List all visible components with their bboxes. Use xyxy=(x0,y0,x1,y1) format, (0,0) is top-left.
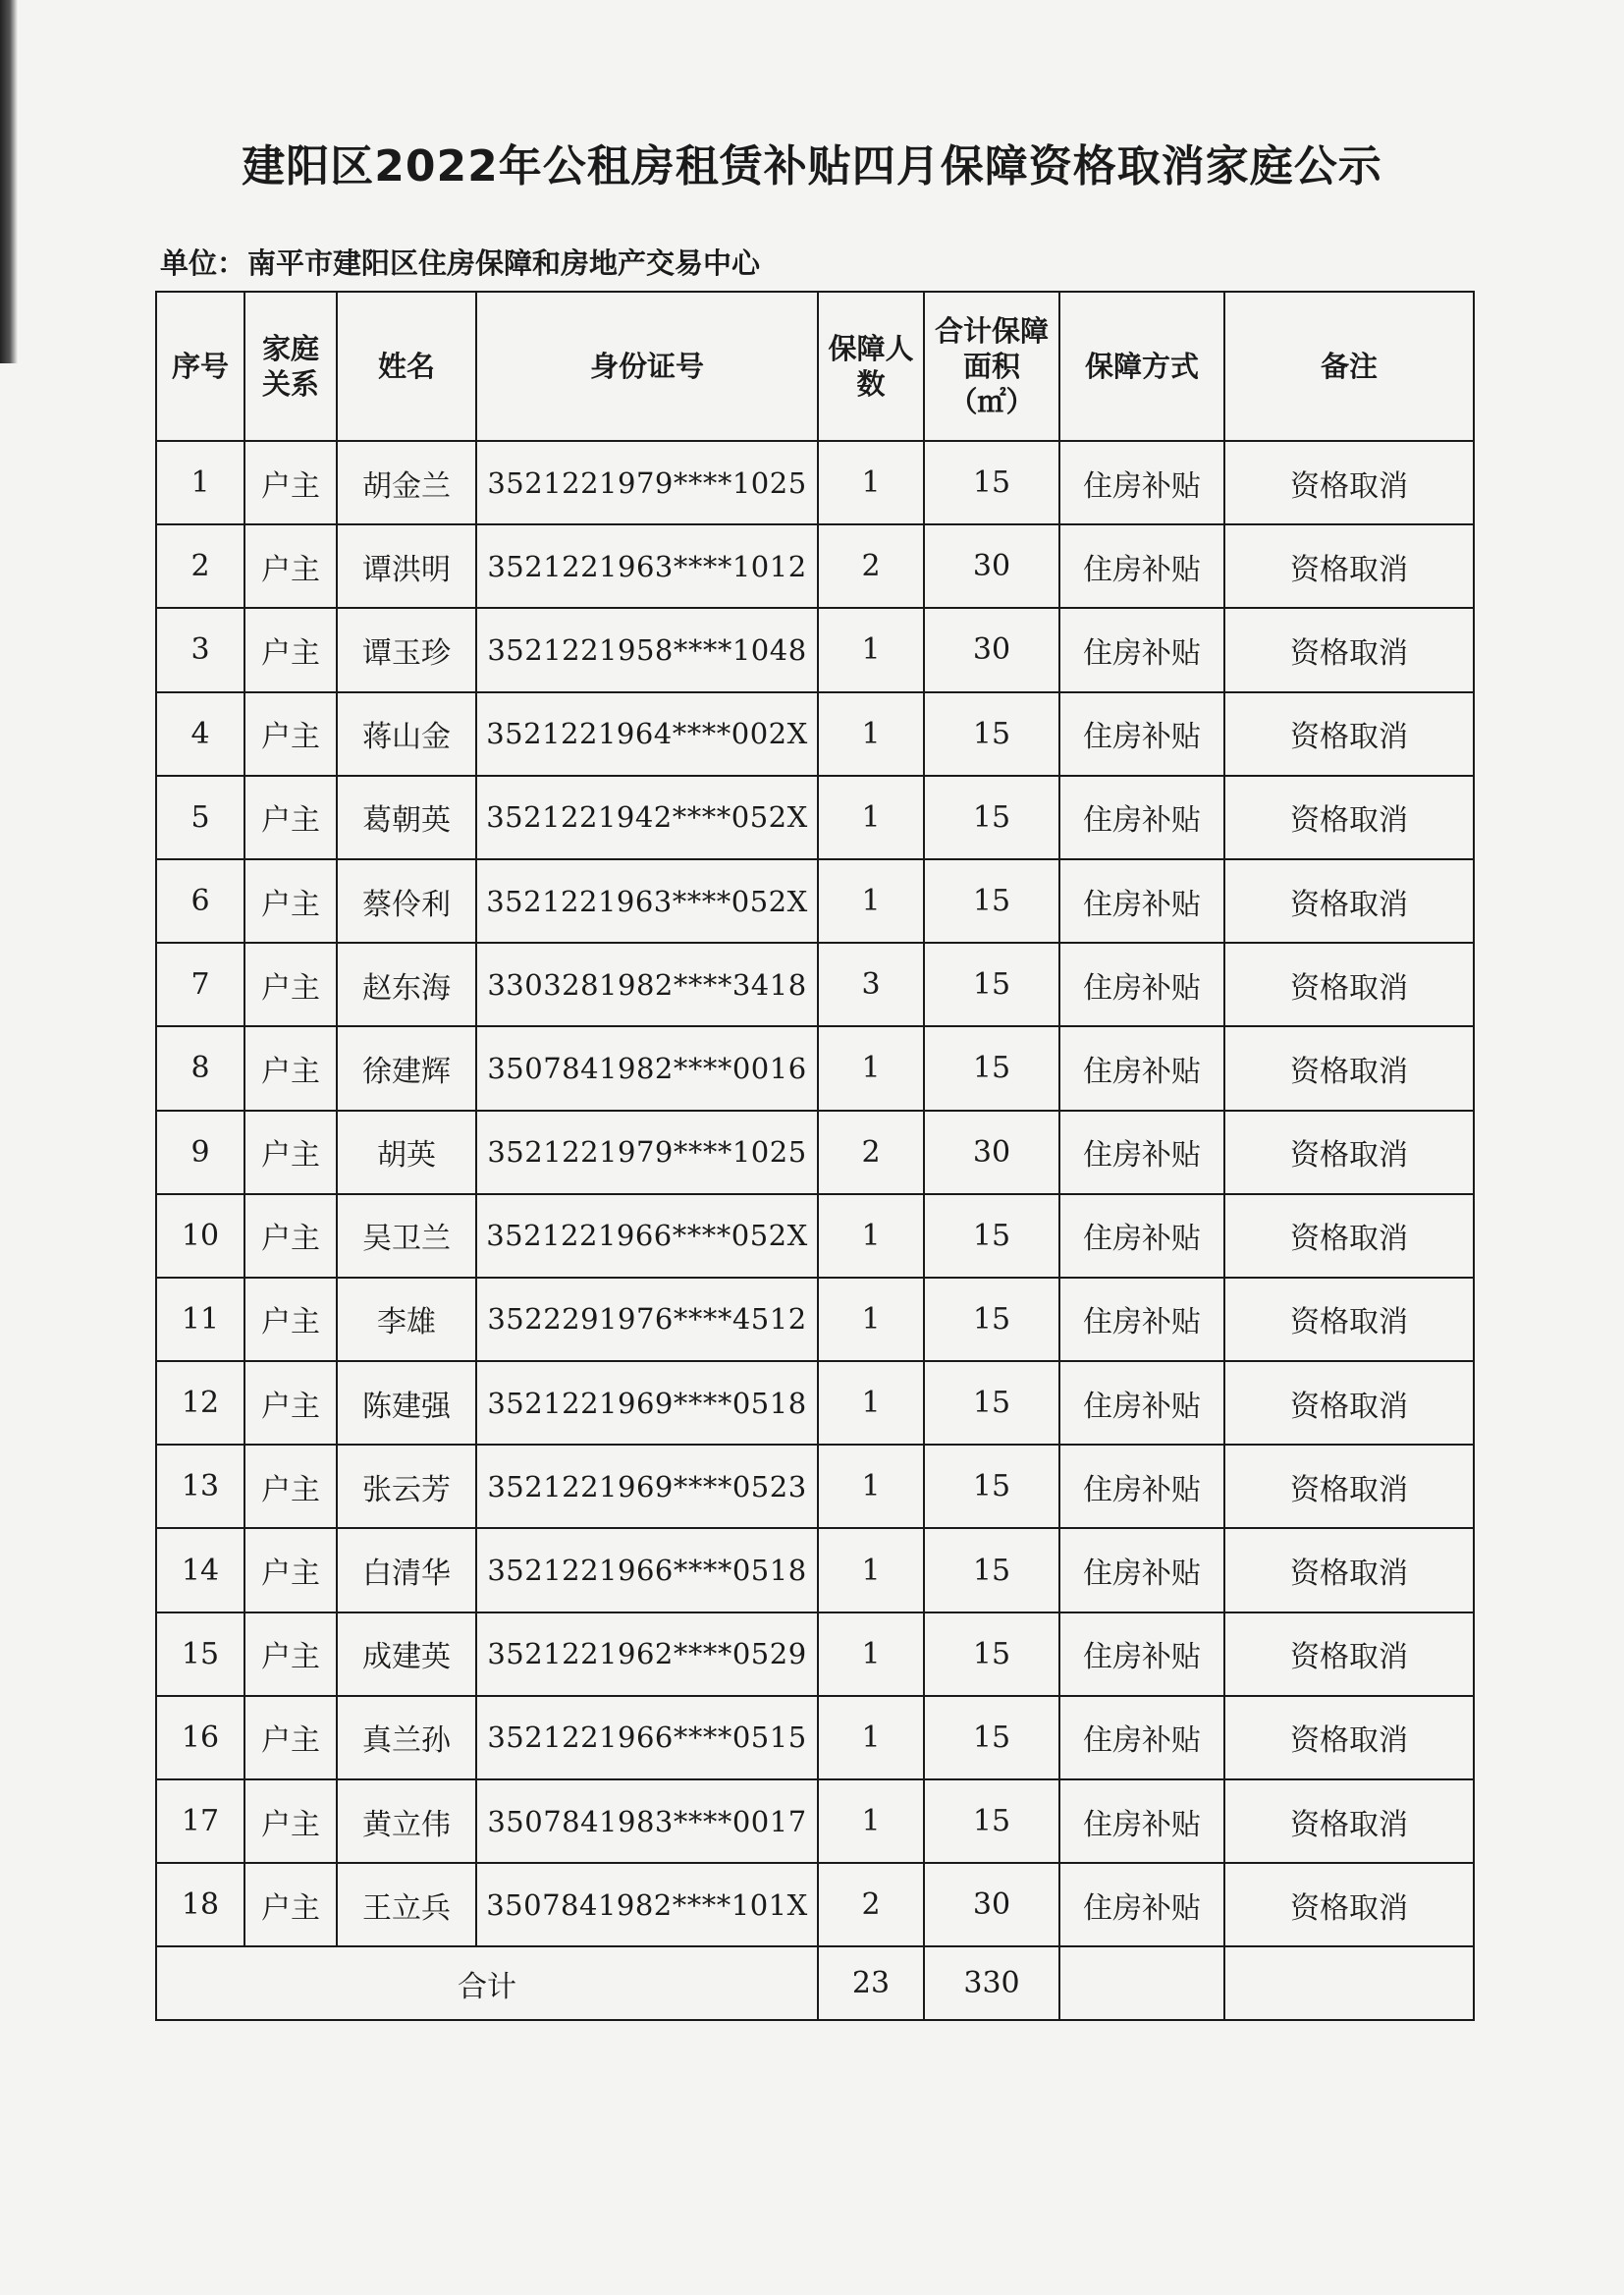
cell-relation: 户主 xyxy=(244,692,337,776)
table-row xyxy=(156,1696,1474,1779)
cell-remark: 资格取消 xyxy=(1224,1278,1474,1361)
cell-id-number: 3507841982****0016 xyxy=(476,1026,818,1110)
header-name: 姓名 xyxy=(337,292,476,441)
cell-relation: 户主 xyxy=(244,441,337,524)
total-area: 330 xyxy=(924,1946,1059,2020)
total-persons: 23 xyxy=(818,1946,924,2020)
table-row xyxy=(156,441,1474,524)
cell-remark: 资格取消 xyxy=(1224,1528,1474,1612)
cell-relation: 户主 xyxy=(244,1696,337,1779)
cell-method: 住房补贴 xyxy=(1059,776,1224,859)
unit-label: 单位： xyxy=(160,246,246,280)
cell-persons: 1 xyxy=(818,776,924,859)
cell-area: 15 xyxy=(924,1779,1059,1863)
cell-persons: 1 xyxy=(818,1612,924,1696)
cell-method: 住房补贴 xyxy=(1059,1361,1224,1445)
cell-seq: 14 xyxy=(156,1528,244,1612)
cell-area: 15 xyxy=(924,1528,1059,1612)
total-method xyxy=(1059,1946,1224,2020)
header-remark: 备注 xyxy=(1224,292,1474,441)
cell-id-number: 3521221966****0518 xyxy=(476,1528,818,1612)
cell-area: 15 xyxy=(924,1278,1059,1361)
cell-name: 胡英 xyxy=(337,1111,476,1194)
cell-area: 15 xyxy=(924,692,1059,776)
cell-name: 陈建强 xyxy=(337,1361,476,1445)
cell-id-number: 3521221966****052X xyxy=(476,1194,818,1278)
cell-relation: 户主 xyxy=(244,1445,337,1528)
cell-persons: 1 xyxy=(818,1278,924,1361)
cell-remark: 资格取消 xyxy=(1224,608,1474,691)
cell-seq: 18 xyxy=(156,1863,244,1946)
table-row xyxy=(156,776,1474,859)
cell-relation: 户主 xyxy=(244,943,337,1026)
cell-method: 住房补贴 xyxy=(1059,692,1224,776)
table-row xyxy=(156,859,1474,943)
cell-area: 30 xyxy=(924,1111,1059,1194)
header-persons-line1: 保障人 xyxy=(828,332,914,365)
cancellation-table xyxy=(155,291,1475,2021)
cell-area: 30 xyxy=(924,524,1059,608)
cell-name: 成建英 xyxy=(337,1612,476,1696)
unit-name: 南平市建阳区住房保障和房地产交易中心 xyxy=(247,246,761,280)
cell-persons: 2 xyxy=(818,524,924,608)
cell-relation: 户主 xyxy=(244,1026,337,1110)
cell-seq: 6 xyxy=(156,859,244,943)
cell-method: 住房补贴 xyxy=(1059,1696,1224,1779)
cell-area: 15 xyxy=(924,1612,1059,1696)
cell-id-number: 3521221958****1048 xyxy=(476,608,818,691)
cell-area: 15 xyxy=(924,776,1059,859)
cell-method: 住房补贴 xyxy=(1059,1863,1224,1946)
cell-method: 住房补贴 xyxy=(1059,441,1224,524)
cell-id-number: 3521221979****1025 xyxy=(476,441,818,524)
cell-area: 30 xyxy=(924,608,1059,691)
cell-seq: 12 xyxy=(156,1361,244,1445)
cell-relation: 户主 xyxy=(244,1863,337,1946)
cell-id-number: 3521221966****0515 xyxy=(476,1696,818,1779)
cell-persons: 1 xyxy=(818,1445,924,1528)
table-row xyxy=(156,1194,1474,1278)
cell-persons: 1 xyxy=(818,1696,924,1779)
cell-method: 住房补贴 xyxy=(1059,859,1224,943)
cell-name: 李雄 xyxy=(337,1278,476,1361)
table-row xyxy=(156,1111,1474,1194)
cell-persons: 1 xyxy=(818,1026,924,1110)
cell-persons: 1 xyxy=(818,692,924,776)
cell-area: 15 xyxy=(924,1696,1059,1779)
header-relation-line1: 家庭 xyxy=(261,332,319,365)
total-label: 合计 xyxy=(156,1946,818,2020)
cell-id-number: 3522291976****4512 xyxy=(476,1278,818,1361)
cell-name: 徐建辉 xyxy=(337,1026,476,1110)
cell-seq: 17 xyxy=(156,1779,244,1863)
cell-remark: 资格取消 xyxy=(1224,1111,1474,1194)
total-row xyxy=(156,1946,1474,2020)
cell-id-number: 3507841982****101X xyxy=(476,1863,818,1946)
cell-name: 王立兵 xyxy=(337,1863,476,1946)
cell-seq: 9 xyxy=(156,1111,244,1194)
table-row xyxy=(156,692,1474,776)
total-remark xyxy=(1224,1946,1474,2020)
cell-relation: 户主 xyxy=(244,859,337,943)
cell-method: 住房补贴 xyxy=(1059,1445,1224,1528)
cell-seq: 10 xyxy=(156,1194,244,1278)
cell-relation: 户主 xyxy=(244,1278,337,1361)
cell-relation: 户主 xyxy=(244,608,337,691)
cell-persons: 3 xyxy=(818,943,924,1026)
cell-name: 赵东海 xyxy=(337,943,476,1026)
cell-remark: 资格取消 xyxy=(1224,1612,1474,1696)
header-area xyxy=(924,292,1059,441)
header-relation xyxy=(244,292,337,441)
header-relation-line2: 关系 xyxy=(261,367,319,401)
table-row xyxy=(156,1528,1474,1612)
cell-area: 15 xyxy=(924,1194,1059,1278)
cell-remark: 资格取消 xyxy=(1224,1194,1474,1278)
cell-method: 住房补贴 xyxy=(1059,1194,1224,1278)
table-row xyxy=(156,524,1474,608)
cell-id-number: 3521221962****0529 xyxy=(476,1612,818,1696)
table-row xyxy=(156,1026,1474,1110)
cell-seq: 5 xyxy=(156,776,244,859)
cell-remark: 资格取消 xyxy=(1224,1779,1474,1863)
cell-area: 30 xyxy=(924,1863,1059,1946)
header-method: 保障方式 xyxy=(1059,292,1224,441)
header-row xyxy=(156,292,1474,441)
cell-id-number: 3521221964****002X xyxy=(476,692,818,776)
cell-name: 谭玉珍 xyxy=(337,608,476,691)
cell-area: 15 xyxy=(924,943,1059,1026)
cell-id-number: 3521221969****0523 xyxy=(476,1445,818,1528)
cell-remark: 资格取消 xyxy=(1224,692,1474,776)
cell-relation: 户主 xyxy=(244,524,337,608)
cell-persons: 1 xyxy=(818,441,924,524)
cell-id-number: 3303281982****3418 xyxy=(476,943,818,1026)
cell-persons: 2 xyxy=(818,1863,924,1946)
cell-seq: 1 xyxy=(156,441,244,524)
cell-persons: 1 xyxy=(818,1194,924,1278)
header-area-line3: （㎡） xyxy=(948,385,1035,418)
cell-remark: 资格取消 xyxy=(1224,943,1474,1026)
cell-remark: 资格取消 xyxy=(1224,1863,1474,1946)
cell-remark: 资格取消 xyxy=(1224,524,1474,608)
cell-name: 蒋山金 xyxy=(337,692,476,776)
cell-method: 住房补贴 xyxy=(1059,608,1224,691)
table-row xyxy=(156,1278,1474,1361)
table-row xyxy=(156,1612,1474,1696)
cell-seq: 4 xyxy=(156,692,244,776)
cell-seq: 16 xyxy=(156,1696,244,1779)
cell-relation: 户主 xyxy=(244,1612,337,1696)
header-persons xyxy=(818,292,924,441)
cell-method: 住房补贴 xyxy=(1059,1612,1224,1696)
cell-seq: 15 xyxy=(156,1612,244,1696)
cell-relation: 户主 xyxy=(244,1111,337,1194)
table-row xyxy=(156,1445,1474,1528)
cell-name: 蔡伶利 xyxy=(337,859,476,943)
cell-area: 15 xyxy=(924,1026,1059,1110)
cell-method: 住房补贴 xyxy=(1059,1026,1224,1110)
table-row xyxy=(156,1863,1474,1946)
cell-area: 15 xyxy=(924,1361,1059,1445)
cell-seq: 7 xyxy=(156,943,244,1026)
cell-name: 白清华 xyxy=(337,1528,476,1612)
cell-seq: 8 xyxy=(156,1026,244,1110)
cell-area: 15 xyxy=(924,1445,1059,1528)
cell-seq: 13 xyxy=(156,1445,244,1528)
header-persons-line2: 数 xyxy=(856,367,886,401)
cell-method: 住房补贴 xyxy=(1059,1528,1224,1612)
cell-id-number: 3521221963****052X xyxy=(476,859,818,943)
cell-method: 住房补贴 xyxy=(1059,1779,1224,1863)
cell-area: 15 xyxy=(924,859,1059,943)
cell-relation: 户主 xyxy=(244,776,337,859)
header-id: 身份证号 xyxy=(476,292,818,441)
table-row xyxy=(156,1361,1474,1445)
cell-method: 住房补贴 xyxy=(1059,1278,1224,1361)
cell-seq: 2 xyxy=(156,524,244,608)
cell-area: 15 xyxy=(924,441,1059,524)
cell-name: 吴卫兰 xyxy=(337,1194,476,1278)
cell-persons: 1 xyxy=(818,1528,924,1612)
table-row xyxy=(156,943,1474,1026)
cell-id-number: 3521221942****052X xyxy=(476,776,818,859)
cell-name: 胡金兰 xyxy=(337,441,476,524)
table-row xyxy=(156,608,1474,691)
cell-persons: 1 xyxy=(818,859,924,943)
cell-seq: 11 xyxy=(156,1278,244,1361)
cell-id-number: 3521221969****0518 xyxy=(476,1361,818,1445)
cell-persons: 1 xyxy=(818,608,924,691)
cell-method: 住房补贴 xyxy=(1059,524,1224,608)
cell-method: 住房补贴 xyxy=(1059,943,1224,1026)
cell-remark: 资格取消 xyxy=(1224,441,1474,524)
issuing-unit xyxy=(160,242,760,282)
cell-remark: 资格取消 xyxy=(1224,1361,1474,1445)
cell-persons: 2 xyxy=(818,1111,924,1194)
cell-relation: 户主 xyxy=(244,1361,337,1445)
cell-name: 黄立伟 xyxy=(337,1779,476,1863)
cell-persons: 1 xyxy=(818,1779,924,1863)
cell-seq: 3 xyxy=(156,608,244,691)
cell-remark: 资格取消 xyxy=(1224,1026,1474,1110)
cell-name: 葛朝英 xyxy=(337,776,476,859)
cell-remark: 资格取消 xyxy=(1224,1696,1474,1779)
cell-name: 谭洪明 xyxy=(337,524,476,608)
header-area-line1: 合计保障 xyxy=(934,314,1049,348)
cell-remark: 资格取消 xyxy=(1224,776,1474,859)
cell-relation: 户主 xyxy=(244,1779,337,1863)
header-area-line2: 面积 xyxy=(962,350,1020,383)
cell-name: 真兰孙 xyxy=(337,1696,476,1779)
cell-relation: 户主 xyxy=(244,1194,337,1278)
table-row xyxy=(156,1779,1474,1863)
cell-persons: 1 xyxy=(818,1361,924,1445)
cell-remark: 资格取消 xyxy=(1224,859,1474,943)
cell-id-number: 3521221963****1012 xyxy=(476,524,818,608)
cell-method: 住房补贴 xyxy=(1059,1111,1224,1194)
cell-id-number: 3521221979****1025 xyxy=(476,1111,818,1194)
cell-remark: 资格取消 xyxy=(1224,1445,1474,1528)
cell-relation: 户主 xyxy=(244,1528,337,1612)
header-seq: 序号 xyxy=(156,292,244,441)
cell-name: 张云芳 xyxy=(337,1445,476,1528)
cell-id-number: 3507841983****0017 xyxy=(476,1779,818,1863)
document-title: 建阳区2022年公租房租赁补贴四月保障资格取消家庭公示 xyxy=(242,141,1382,191)
